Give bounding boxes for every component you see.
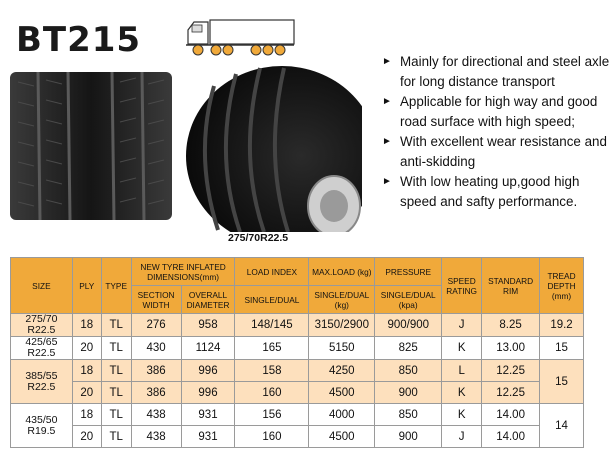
cell-rim: 12.25 bbox=[482, 360, 540, 382]
cell-section: 386 bbox=[131, 382, 181, 404]
cell-max-load: 4500 bbox=[309, 426, 375, 448]
cell-section: 438 bbox=[131, 404, 181, 426]
cell-type: TL bbox=[101, 314, 131, 337]
cell-diameter: 996 bbox=[181, 382, 235, 404]
header-new-tyre: NEW TYRE INFLATED DIMENSIONS(mm) bbox=[131, 258, 235, 286]
feature-list bbox=[378, 52, 610, 212]
header-standard-rim: STANDARD RIM bbox=[482, 258, 540, 314]
feature-item: ► Mainly for directional and steel axle for long distance transport bbox=[382, 54, 610, 89]
cell-section: 430 bbox=[131, 337, 181, 360]
table-row bbox=[11, 404, 584, 426]
header-section-width: SECTION WIDTH bbox=[131, 286, 181, 314]
cell-pressure: 900 bbox=[375, 382, 442, 404]
table-row bbox=[11, 314, 584, 337]
feature-item: ► With low heating up,good high speed and safty performance. bbox=[382, 174, 580, 209]
cell-pressure: 900 bbox=[375, 426, 442, 448]
table-row bbox=[11, 337, 584, 360]
cell-type: TL bbox=[101, 404, 131, 426]
cell-type: TL bbox=[101, 337, 131, 360]
cell-max-load: 3150/2900 bbox=[309, 314, 375, 337]
table-row bbox=[11, 382, 584, 404]
table-row bbox=[11, 426, 584, 448]
table-row bbox=[11, 360, 584, 382]
cell-max-load: 5150 bbox=[309, 337, 375, 360]
cell-ply: 20 bbox=[72, 382, 101, 404]
cell-diameter: 931 bbox=[181, 426, 235, 448]
cell-type: TL bbox=[101, 426, 131, 448]
cell-rim: 14.00 bbox=[482, 404, 540, 426]
cell-pressure: 850 bbox=[375, 360, 442, 382]
cell-load-index: 160 bbox=[235, 426, 309, 448]
header-max-load: MAX.LOAD (kg) bbox=[309, 258, 375, 286]
cell-ply: 18 bbox=[72, 404, 101, 426]
cell-rim: 13.00 bbox=[482, 337, 540, 360]
cell-size: 385/55 R22.5 bbox=[11, 360, 73, 404]
header-pressure: PRESSURE bbox=[375, 258, 442, 286]
triangle-bullet-icon: ► bbox=[382, 96, 392, 107]
cell-diameter: 1124 bbox=[181, 337, 235, 360]
cell-section: 438 bbox=[131, 426, 181, 448]
header-pressure-sub: SINGLE/DUAL (kpa) bbox=[375, 286, 442, 314]
cell-load-index: 156 bbox=[235, 404, 309, 426]
cell-rim: 8.25 bbox=[482, 314, 540, 337]
cell-rim: 12.25 bbox=[482, 382, 540, 404]
cell-ply: 18 bbox=[72, 314, 101, 337]
triangle-bullet-icon: ► bbox=[382, 176, 392, 187]
model-title: BT215 bbox=[16, 20, 142, 60]
cell-size: 435/50 R19.5 bbox=[11, 404, 73, 448]
cell-tread: 14 bbox=[540, 404, 584, 448]
cell-pressure: 825 bbox=[375, 337, 442, 360]
cell-type: TL bbox=[101, 360, 131, 382]
tire-size-caption: 275/70R22.5 bbox=[228, 232, 289, 244]
cell-load-index: 160 bbox=[235, 382, 309, 404]
cell-load-index: 148/145 bbox=[235, 314, 309, 337]
cell-speed: J bbox=[442, 426, 482, 448]
cell-diameter: 958 bbox=[181, 314, 235, 337]
tire-image bbox=[184, 66, 362, 232]
tread-pattern-image bbox=[10, 72, 172, 220]
triangle-bullet-icon: ► bbox=[382, 56, 392, 67]
cell-pressure: 850 bbox=[375, 404, 442, 426]
header-type: TYPE bbox=[101, 258, 131, 314]
cell-speed: K bbox=[442, 404, 482, 426]
triangle-bullet-icon: ► bbox=[382, 136, 392, 147]
header-max-load-sub: SINGLE/DUAL (kg) bbox=[309, 286, 375, 314]
cell-tread: 15 bbox=[540, 360, 584, 404]
header-load-index: LOAD INDEX bbox=[235, 258, 309, 286]
header-overall-diameter: OVERALL DIAMETER bbox=[181, 286, 235, 314]
cell-diameter: 931 bbox=[181, 404, 235, 426]
cell-type: TL bbox=[101, 382, 131, 404]
cell-ply: 20 bbox=[72, 426, 101, 448]
cell-rim: 14.00 bbox=[482, 426, 540, 448]
cell-speed: K bbox=[442, 382, 482, 404]
cell-section: 386 bbox=[131, 360, 181, 382]
header-speed-rating: SPEED RATING bbox=[442, 258, 482, 314]
cell-max-load: 4000 bbox=[309, 404, 375, 426]
cell-tread: 19.2 bbox=[540, 314, 584, 337]
cell-ply: 18 bbox=[72, 360, 101, 382]
cell-diameter: 996 bbox=[181, 360, 235, 382]
feature-item: ► Applicable for high way and good road surface with high speed; bbox=[382, 94, 598, 129]
header-tread-depth: TREAD DEPTH (mm) bbox=[540, 258, 584, 314]
cell-max-load: 4500 bbox=[309, 382, 375, 404]
cell-load-index: 165 bbox=[235, 337, 309, 360]
cell-speed: J bbox=[442, 314, 482, 337]
cell-section: 276 bbox=[131, 314, 181, 337]
header-load-sub: SINGLE/DUAL bbox=[235, 286, 309, 314]
cell-pressure: 900/900 bbox=[375, 314, 442, 337]
cell-size: 425/65 R22.5 bbox=[11, 337, 73, 360]
spec-table bbox=[10, 257, 584, 448]
cell-ply: 20 bbox=[72, 337, 101, 360]
header-ply: PLY bbox=[72, 258, 101, 314]
cell-tread: 15 bbox=[540, 337, 584, 360]
cell-size: 275/70 R22.5 bbox=[11, 314, 73, 337]
cell-speed: L bbox=[442, 360, 482, 382]
cell-load-index: 158 bbox=[235, 360, 309, 382]
cell-max-load: 4250 bbox=[309, 360, 375, 382]
feature-item: ► With excellent wear resistance and anti-skidding bbox=[382, 134, 607, 169]
header-size: SIZE bbox=[11, 258, 73, 314]
cell-speed: K bbox=[442, 337, 482, 360]
truck-axle-icon bbox=[186, 18, 296, 58]
